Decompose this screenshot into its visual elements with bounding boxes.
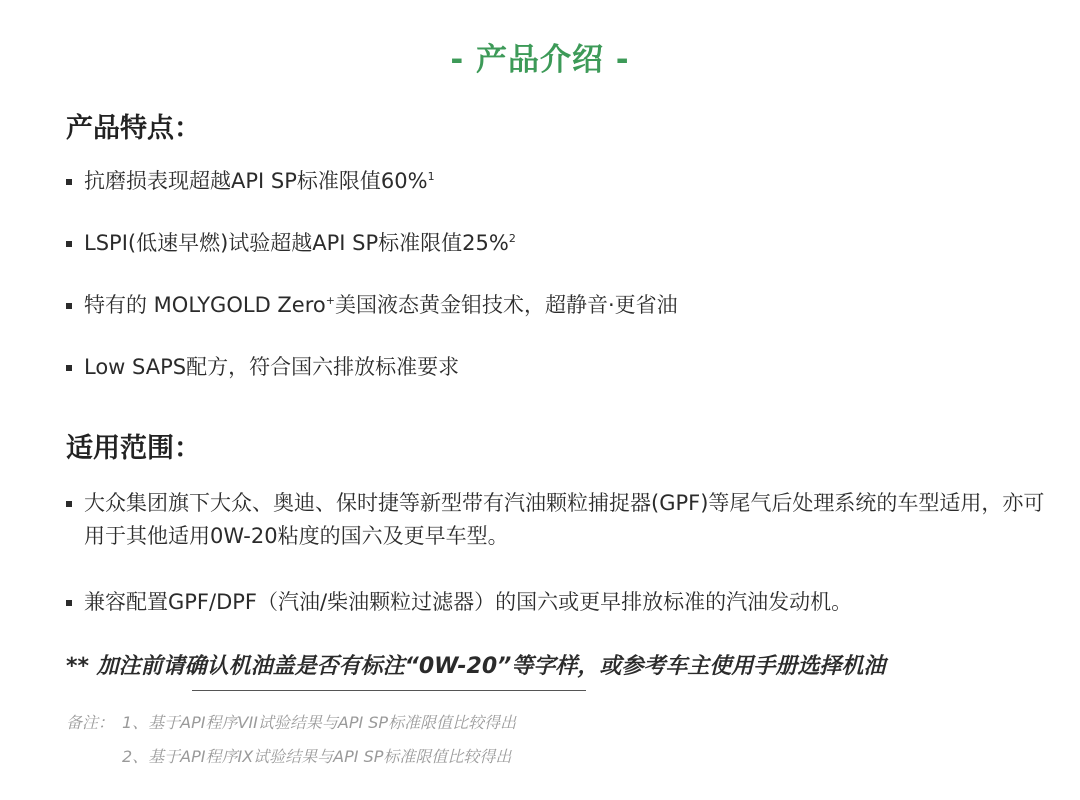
note-underline bbox=[192, 690, 586, 691]
feature-text-suffix: 美国液态黄金钼技术，超静音·更省油 bbox=[334, 293, 678, 317]
oil-cap-note: ** 加注前请确认机油盖是否有标注“0W-20”等字样，或参考车主使用手册选择机油 bbox=[66, 654, 886, 679]
application-text: 大众集团旗下大众、奥迪、保时捷等新型带有汽油颗粒捕捉器(GPF)等尾气后处理系统的车型适用，亦可用于其他适用0W-20粘度的国六及更早车型。 bbox=[84, 491, 1045, 548]
footnote-1: 1、基于API程序VII试验结果与API SP标准限值比较得出 bbox=[122, 713, 517, 732]
feature-item-2 bbox=[66, 227, 1046, 260]
feature-text: Low SAPS配方，符合国六排放标准要求 bbox=[84, 355, 460, 379]
feature-text: LSPI(低速早燃)试验超越API SP标准限值25% bbox=[84, 231, 509, 255]
bullet-marker bbox=[66, 365, 72, 371]
application-item-1 bbox=[66, 487, 1046, 553]
application-item-2 bbox=[66, 586, 1046, 619]
feature-text: 抗磨损表现超越API SP标准限值60% bbox=[84, 169, 428, 193]
application-heading: 适用范围： bbox=[66, 433, 201, 464]
footnote-ref: 2 bbox=[508, 232, 516, 245]
footnotes-label: 备注： bbox=[66, 713, 115, 732]
application-text: 兼容配置GPF/DPF（汽油/柴油颗粒过滤器）的国六或更早排放标准的汽油发动机。 bbox=[84, 590, 853, 614]
feature-text: 特有的 MOLYGOLD Zero bbox=[84, 293, 326, 317]
bullet-marker bbox=[66, 600, 72, 606]
feature-item-4 bbox=[66, 351, 1046, 384]
footnote-ref: 1 bbox=[427, 170, 435, 183]
bullet-marker bbox=[66, 241, 72, 247]
bullet-marker bbox=[66, 303, 72, 309]
bullet-marker bbox=[66, 179, 72, 185]
feature-item-3 bbox=[66, 289, 1046, 322]
feature-item-1 bbox=[66, 165, 1046, 198]
footnote-2: 2、基于API程序IX试验结果与API SP标准限值比较得出 bbox=[122, 747, 512, 766]
page-title: - 产品介绍 - bbox=[450, 42, 630, 78]
trademark-sup: + bbox=[325, 294, 335, 307]
features-heading: 产品特点： bbox=[66, 113, 201, 144]
bullet-marker bbox=[66, 501, 72, 507]
